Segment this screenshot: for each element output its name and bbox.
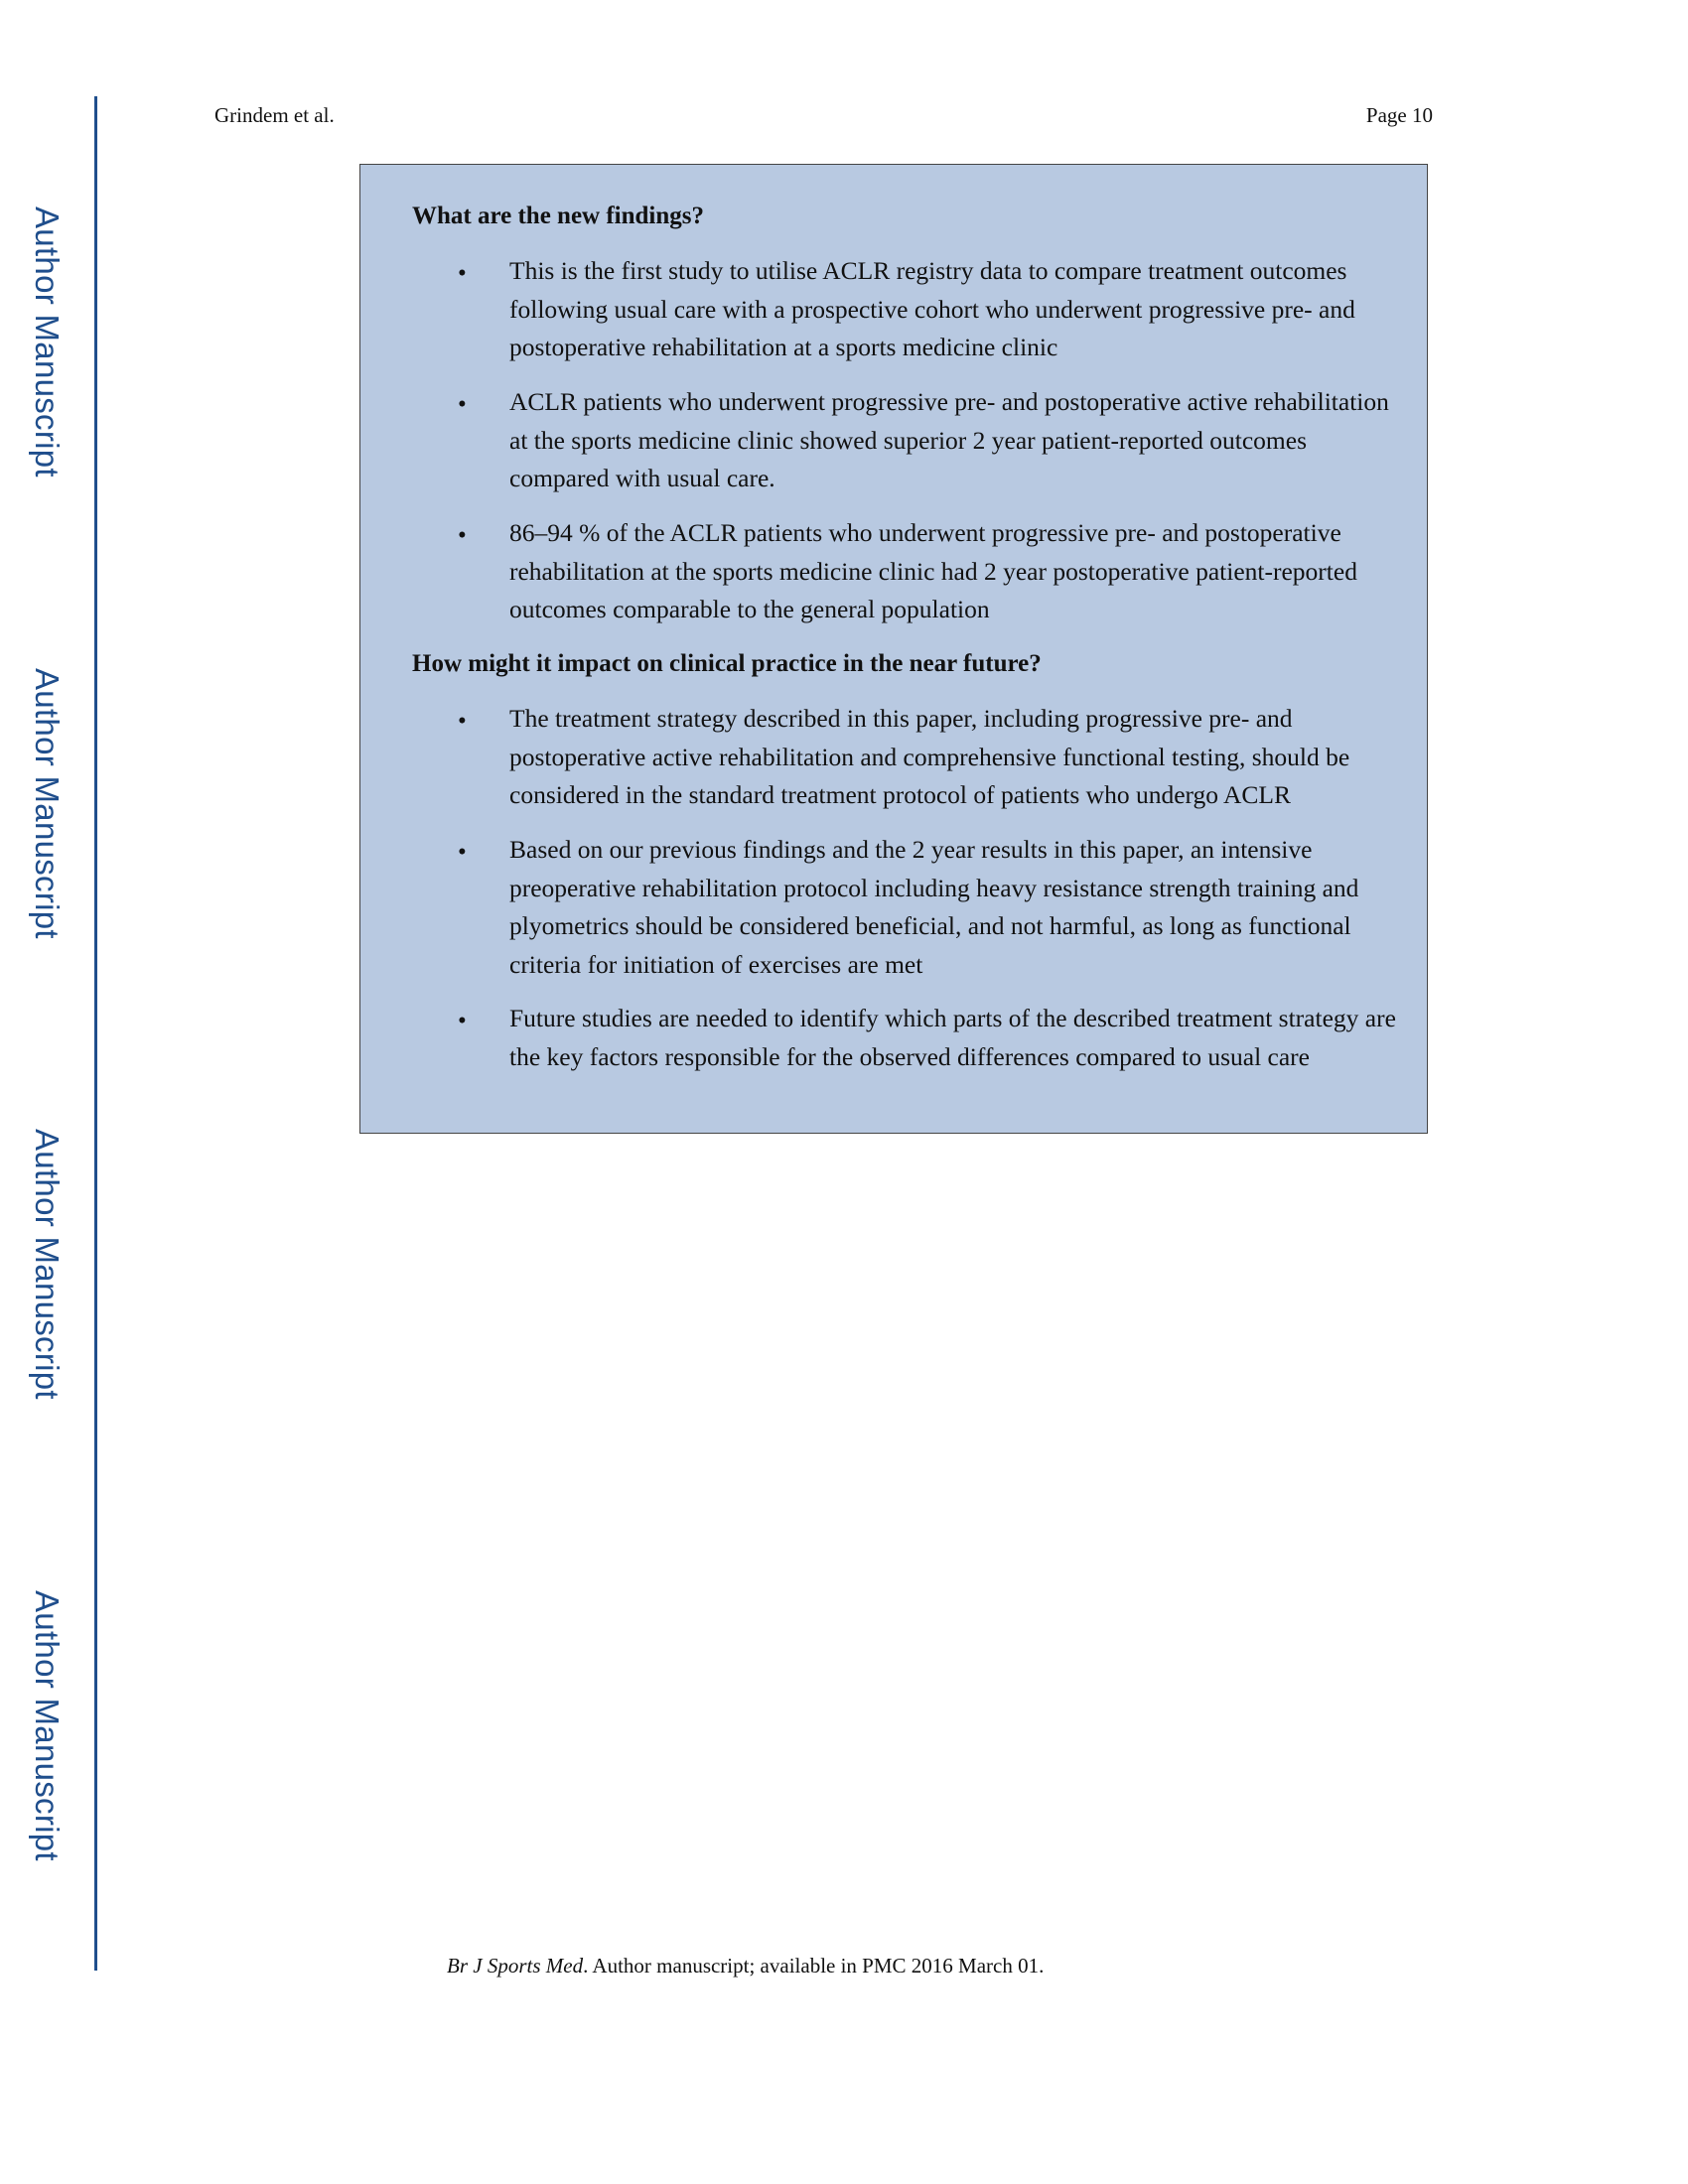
bullet-symbol: • <box>458 1008 467 1034</box>
running-head-author: Grindem et al. <box>214 103 335 127</box>
bullet-symbol: • <box>458 260 467 287</box>
bullet-symbol: • <box>458 839 467 866</box>
impact-bullet-3: Future studies are needed to identify which parts of the described treatment strategy are the key factors responsible for the observed differences compared to usual care <box>509 1004 1396 1071</box>
footer-citation <box>447 1954 1044 1979</box>
finding-bullet-1: This is the first study to utilise ACLR registry data to compare treatment outcomes following usual care with a prospective cohort who underwent progressive pre- and postoperative rehabilitation at a sports medicine clinic <box>509 256 1355 361</box>
finding-bullet-2: ACLR patients who underwent progressive pre- and postoperative active rehabilitation at the sports medicine clinic showed superior 2 year patient-reported outcomes compared with usual care. <box>509 387 1389 492</box>
side-rule <box>94 96 97 1971</box>
page-number: Page 10 <box>1365 103 1433 127</box>
finding-bullet-3: 86–94 % of the ACLR patients who underwent progressive pre- and postoperative rehabilitation at the sports medicine clinic had 2 year postoperative patient-reported outcomes comparable to the general population <box>509 518 1357 623</box>
impact-bullet-2: Based on our previous findings and the 2 year results in this paper, an intensive preoperative rehabilitation protocol including heavy resistance strength training and plyometrics should be considered beneficial, and not harmful, as long as functional criteria for initiation of exercises are met <box>509 835 1359 979</box>
journal-name: Br J Sports Med <box>447 1954 584 1978</box>
section-heading-new-findings: What are the new findings? <box>412 203 705 229</box>
bullet-symbol: • <box>458 522 467 549</box>
bullet-symbol: • <box>458 708 467 735</box>
impact-bullet-1: The treatment strategy described in this paper, including progressive pre- and postoperative active rehabilitation and comprehensive functional testing, should be considered in the standard treatment protocol of patients who undergo ACLR <box>509 704 1350 809</box>
bullet-symbol: • <box>458 391 467 418</box>
summary-box <box>359 164 1428 1134</box>
section-heading-clinical-impact: How might it impact on clinical practice in the near future? <box>412 650 1042 677</box>
footer-text: . Author manuscript; available in PMC 2016 March 01. <box>583 1954 1045 1978</box>
